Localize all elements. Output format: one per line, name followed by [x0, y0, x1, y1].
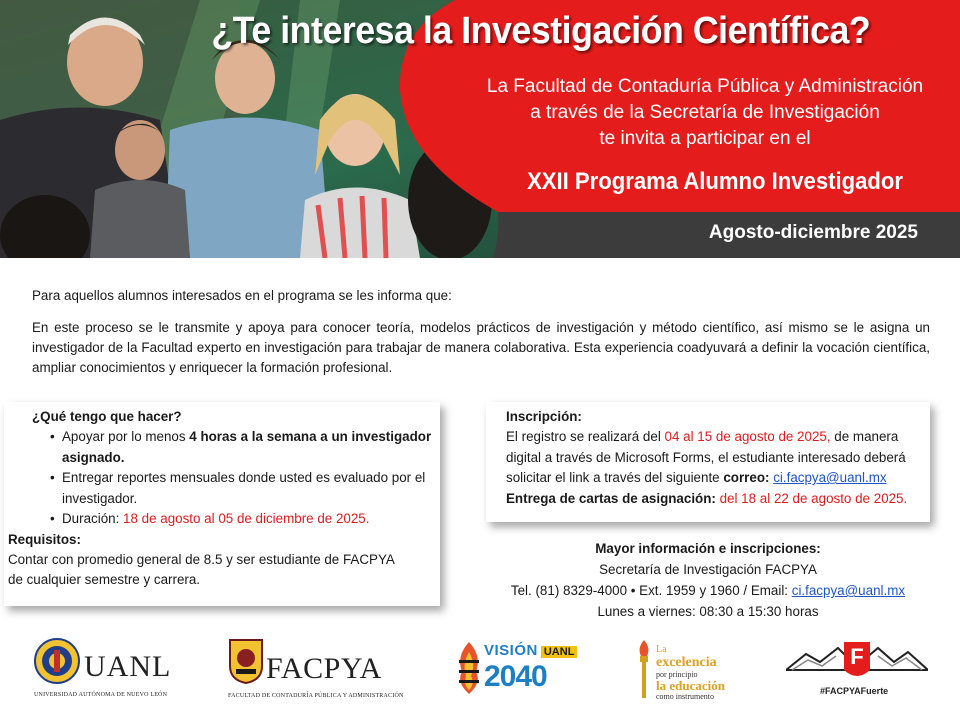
inscription-email-link[interactable]: ci.facpya@uanl.mx [773, 470, 887, 485]
contact-phone [486, 580, 930, 601]
program-period: Agosto-diciembre 2025 [708, 222, 918, 243]
list-item: • Entregar reportes mensuales donde usted es evaluado por el investigador. [32, 468, 440, 509]
item-text: Apoyar por lo menos [62, 429, 190, 444]
hero-title: ¿Te interesa la Investigación Científica? [211, 10, 871, 52]
excelencia-line: La [656, 644, 667, 655]
contact-email-link[interactable]: ci.facpya@uanl.mx [791, 583, 906, 598]
torch-flame-icon [456, 642, 482, 694]
hero-subtitle [470, 74, 940, 152]
inscription-dates: 04 al 15 de agosto de 2025, [664, 429, 831, 444]
item-text: Duración: [62, 511, 124, 526]
contact-heading: Mayor información e inscripciones: [595, 541, 821, 556]
requirements-box [4, 402, 440, 606]
list-item [32, 509, 440, 530]
vision-word: VISIÓN [484, 642, 538, 659]
logo-strip [0, 632, 960, 712]
letters-dates: del 18 al 22 de agosto de 2025. [719, 490, 908, 506]
inscription-heading: Inscripción: [506, 409, 582, 424]
inscription-text [506, 427, 922, 489]
excelencia-text [656, 644, 725, 701]
contact-section [486, 538, 930, 622]
intro-lead: Para aquellos alumnos interesados en el programa se les informa que: [32, 288, 452, 303]
hero-banner [0, 0, 960, 258]
vision-2040-logo [456, 640, 578, 702]
todo-heading: ¿Qué tengo que hacer? [32, 409, 182, 424]
uanl-wordmark: UANL [84, 650, 172, 683]
list-item [32, 427, 440, 468]
intro-body: En este proceso se le transmite y apoya para conocer teoría, modelos prácticos de investigación y método científico, así mismo se le asigna un investigador de la Facultad experto en investigación para trabajar de manera colaborativa. Esta experiencia coadyuvará a definir la vocación científica, ampliar conocimientos y enriquecer la formación profesional. [32, 320, 930, 375]
excelencia-line: como instrumento [656, 692, 714, 701]
inscription-box [486, 402, 930, 522]
mail-label: correo: [723, 470, 770, 485]
subtitle-line: te invita a participar en el [599, 128, 811, 149]
intro-section [32, 286, 930, 390]
duration-dates: 18 de agosto al 05 de diciembre de 2025. [123, 511, 370, 526]
contact-phone-text: Tel. (81) 8329-4000 • Ext. 1959 y 1960 / Email: [510, 583, 792, 598]
excelencia-line: la educación [656, 678, 725, 693]
program-name: XXII Programa Alumno Investigador [527, 168, 903, 195]
vision-header [484, 642, 577, 660]
torch-icon [636, 640, 652, 698]
excelencia-line: excelencia [656, 655, 717, 670]
inscription-text-a: El registro se realizará del [506, 429, 665, 444]
facpya-fuerte-logo [786, 640, 928, 702]
requirements-text: Contar con promedio general de 8.5 y ser estudiante de FACPYA de cualquier semestre y carrera. [8, 551, 395, 587]
contact-hours: Lunes a viernes: 08:30 a 15:30 horas [597, 604, 819, 619]
letters-label: Entrega de cartas de asignación: [506, 490, 716, 506]
contact-office: Secretaría de Investigación FACPYA [599, 562, 817, 577]
subtitle-line: a través de la Secretaría de Investigación [530, 102, 880, 123]
facpya-caption: FACULTAD DE CONTADURÍA PÚBLICA Y ADMINISTRACIÓN [228, 693, 404, 699]
requirements-heading: Requisitos: [8, 531, 81, 547]
fuerte-hashtag: #FACPYAFuerte [820, 686, 889, 696]
inscription-text-b: de manera digital a través de Microsoft Forms, el estudiante interesado deberá solicitar el link a través del siguiente [506, 429, 906, 485]
facpya-wordmark: FACPYA [266, 652, 382, 685]
uanl-caption: UNIVERSIDAD AUTÓNOMA DE NUEVO LEÓN [34, 692, 168, 698]
subtitle-line: La Facultad de Contaduría Pública y Administración [486, 76, 924, 97]
facpya-shield-icon [228, 638, 264, 684]
uanl-seal-icon [34, 638, 80, 684]
item-bold: 4 horas a la semana a un investigador asignado. [62, 429, 432, 465]
letters-line [506, 489, 922, 510]
fuerte-letter: F [850, 644, 864, 669]
excelencia-logo [636, 638, 736, 704]
excelencia-line: por principio [656, 670, 698, 679]
vision-uanl-badge: UANL [541, 646, 578, 658]
vision-year: 2040 [484, 660, 547, 693]
